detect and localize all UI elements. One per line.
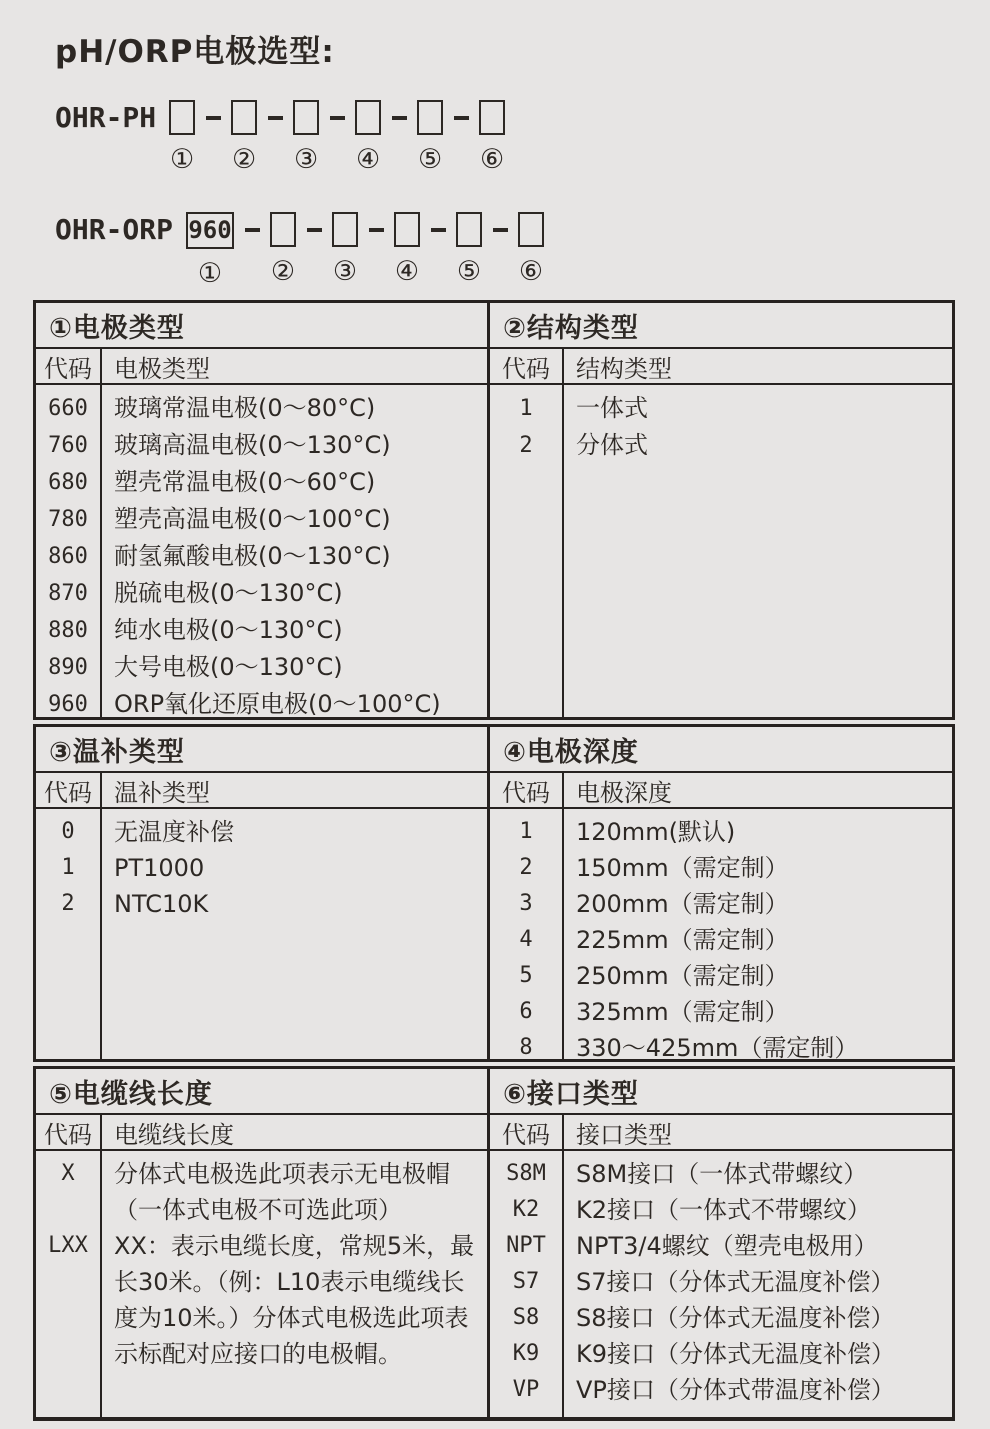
value-cell: VP接口（分体式带温度补偿） (576, 1376, 895, 1404)
circled-number: ③ (294, 144, 319, 175)
value-column-header: 电缆线长度 (114, 1120, 234, 1149)
column-divider (562, 349, 564, 717)
circled-number: ② (270, 256, 296, 287)
table-band-1 (33, 300, 955, 720)
code-box (355, 100, 381, 135)
code-box (270, 212, 296, 247)
column-divider (100, 773, 102, 1059)
code-cell: 680 (48, 470, 88, 495)
value-cell: 大号电极(0～130°C) (114, 653, 343, 681)
table-row (490, 390, 952, 427)
value-cell: 330～425mm（需定制） (576, 1034, 859, 1062)
dash-separator-icon (320, 116, 354, 120)
circled-number: ① (197, 258, 223, 289)
dash-separator-icon (297, 228, 331, 232)
code-cell: 870 (48, 581, 88, 606)
section-cable-length (36, 1069, 490, 1417)
model-slot-3 (331, 212, 359, 285)
code-cell: 2 (519, 855, 533, 880)
value-cell: PT1000 (114, 854, 205, 882)
code-column-header: 代码 (44, 1120, 92, 1149)
model-slot-3 (292, 100, 320, 173)
page-title: pH/ORP电极选型: (55, 34, 335, 70)
circled-number: ⑥ (480, 144, 505, 175)
code-column-header: 代码 (44, 778, 92, 807)
section-temp-compensation (36, 727, 490, 1059)
table-band-3 (33, 1066, 955, 1421)
value-cell: 200mm（需定制） (576, 890, 789, 918)
value-cell: 150mm（需定制） (576, 854, 789, 882)
value-column-header: 接口类型 (576, 1120, 672, 1149)
section-header: ②结构类型 (490, 303, 952, 349)
code-box (456, 212, 482, 247)
code-column-header: 代码 (502, 778, 550, 807)
code-box (332, 212, 358, 247)
table-row (490, 1336, 952, 1372)
table-row (490, 1264, 952, 1300)
model-line-ohr-ph (55, 100, 506, 173)
code-cell: 1 (61, 855, 75, 880)
code-cell: 880 (48, 618, 88, 643)
value-cell: ORP氧化还原电极(0～100°C) (114, 690, 441, 718)
circled-number: ① (170, 144, 195, 175)
table-row (490, 1156, 952, 1192)
value-cell: S7接口（分体式无温度补偿） (576, 1268, 895, 1296)
model-slot-6 (517, 212, 545, 285)
code-box (394, 212, 420, 247)
section-header: ⑥接口类型 (490, 1069, 952, 1115)
circled-number: ⑤ (456, 256, 482, 287)
table-row (490, 1228, 952, 1264)
value-cell: 耐氢氟酸电极(0～130°C) (114, 542, 391, 570)
column-headers (36, 349, 487, 385)
dash-separator-icon (359, 228, 393, 232)
code-cell: LXX (48, 1233, 88, 1258)
circled-number: ② (232, 144, 257, 175)
value-column-header: 电极类型 (114, 354, 210, 383)
value-cell: 脱硫电极(0～130°C) (114, 579, 343, 607)
column-headers (36, 773, 487, 809)
section-interface-type (490, 1069, 952, 1417)
table-row (36, 850, 487, 886)
dash-separator-icon (421, 228, 455, 232)
dash-separator-icon (196, 116, 230, 120)
value-column-header: 结构类型 (576, 354, 672, 383)
code-cell: 6 (519, 999, 533, 1024)
model-prefix: OHR-PH (55, 101, 157, 134)
table-row (36, 612, 487, 649)
table-row (490, 886, 952, 922)
value-cell: 纯水电极(0～130°C) (114, 616, 343, 644)
table-row (490, 427, 952, 464)
value-column-header: 温补类型 (114, 778, 210, 807)
code-cell: 5 (519, 963, 533, 988)
dash-separator-icon (258, 116, 292, 120)
value-cell: 120mm(默认) (576, 818, 736, 846)
code-cell: X (61, 1161, 75, 1186)
column-divider (100, 349, 102, 720)
value-cell: K2接口（一体式不带螺纹） (576, 1196, 872, 1224)
column-divider (562, 773, 564, 1062)
value-cell: 玻璃常温电极(0～80°C) (114, 394, 376, 422)
table-row (36, 464, 487, 501)
table-row (490, 994, 952, 1030)
circled-number: ④ (394, 256, 420, 287)
code-cell: 1 (519, 396, 533, 421)
table-row (490, 814, 952, 850)
column-divider (100, 1115, 102, 1417)
model-slot-1 (168, 100, 196, 173)
code-cell: 2 (519, 433, 533, 458)
code-cell: S7 (512, 1269, 540, 1294)
value-cell: K9接口（分体式无温度补偿） (576, 1340, 896, 1368)
code-cell: K2 (512, 1197, 540, 1222)
table-row (36, 814, 487, 850)
code-column-header: 代码 (502, 1120, 550, 1149)
code-cell: 860 (48, 544, 88, 569)
model-slot-2 (230, 100, 258, 173)
column-headers (490, 1115, 952, 1151)
model-line-ohr-orp (55, 212, 545, 287)
table-row (36, 427, 487, 464)
value-cell: S8接口（分体式无温度补偿） (576, 1304, 895, 1332)
section-electrode-type (36, 303, 490, 717)
table-row (36, 501, 487, 538)
value-cell: 无温度补偿 (114, 818, 234, 846)
column-headers (36, 1115, 487, 1151)
circled-number: ③ (332, 256, 358, 287)
column-headers (490, 349, 952, 385)
dash-separator-icon (444, 116, 478, 120)
dash-separator-icon (382, 116, 416, 120)
circled-number: ⑤ (418, 144, 443, 175)
table-row (490, 1372, 952, 1408)
selection-table (33, 300, 955, 1425)
column-divider (562, 1115, 564, 1417)
model-slot-5 (455, 212, 483, 285)
circled-number: ⑥ (518, 256, 544, 287)
table-row (36, 1156, 487, 1228)
model-slot-5 (416, 100, 444, 173)
table-row (490, 1192, 952, 1228)
code-cell: 780 (48, 507, 88, 532)
value-cell: 塑壳高温电极(0～100°C) (114, 505, 391, 533)
code-cell: 2 (61, 891, 75, 916)
code-cell: 4 (519, 927, 533, 952)
value-cell: NTC10K (114, 890, 209, 918)
code-cell: 660 (48, 396, 88, 421)
table-row (36, 538, 487, 575)
code-cell: 760 (48, 433, 88, 458)
table-row (490, 1030, 952, 1062)
table-band-2 (33, 724, 955, 1062)
value-cell: 塑壳常温电极(0～60°C) (114, 468, 376, 496)
section-header: ④电极深度 (490, 727, 952, 773)
table-row (490, 850, 952, 886)
table-row (36, 886, 487, 922)
section-header: ⑤电缆线长度 (36, 1069, 487, 1115)
code-box (479, 100, 505, 135)
value-cell: XX：表示电缆长度，常规5米，最长30米。（例：L10表示电缆线长度为10米。）分体式电极选此项表示标配对应接口的电极帽。 (114, 1232, 475, 1368)
table-row (490, 922, 952, 958)
code-box (518, 212, 544, 247)
section-structure-type (490, 303, 952, 717)
circled-number: ④ (356, 144, 381, 175)
dash-separator-icon (483, 228, 517, 232)
value-cell: 250mm（需定制） (576, 962, 789, 990)
table-row (36, 390, 487, 427)
code-cell: 1 (519, 819, 533, 844)
code-box (293, 100, 319, 135)
table-row (36, 575, 487, 612)
value-cell: 分体式 (576, 431, 648, 459)
value-cell: S8M接口（一体式带螺纹） (576, 1160, 868, 1188)
table-row (36, 686, 487, 720)
value-cell: NPT3/4螺纹（塑壳电极用） (576, 1232, 878, 1260)
code-box (231, 100, 257, 135)
table-row (490, 1300, 952, 1336)
section-electrode-depth (490, 727, 952, 1062)
dash-separator-icon (235, 228, 269, 232)
value-cell: 分体式电极选此项表示无电极帽（一体式电极不可选此项） (114, 1160, 450, 1224)
code-box-value: 960 (188, 216, 232, 244)
table-row (36, 1228, 487, 1372)
code-box (417, 100, 443, 135)
value-column-header: 电极深度 (576, 778, 672, 807)
model-slot-6 (478, 100, 506, 173)
code-box (169, 100, 195, 135)
code-column-header: 代码 (502, 354, 550, 383)
model-slot-4 (393, 212, 421, 285)
code-cell: 3 (519, 891, 533, 916)
value-cell: 325mm（需定制） (576, 998, 789, 1026)
model-slot-2 (269, 212, 297, 285)
code-cell: K9 (512, 1341, 540, 1366)
code-cell: 890 (48, 655, 88, 680)
section-header: ③温补类型 (36, 727, 487, 773)
column-headers (490, 773, 952, 809)
value-cell: 225mm（需定制） (576, 926, 789, 954)
model-slot-1 (185, 212, 235, 287)
model-slot-4 (354, 100, 382, 173)
code-column-header: 代码 (44, 354, 92, 383)
code-cell: 960 (48, 692, 88, 717)
code-cell: VP (512, 1377, 540, 1402)
code-cell: NPT (506, 1233, 546, 1258)
table-row (36, 649, 487, 686)
code-cell: 8 (519, 1035, 533, 1060)
model-prefix: OHR-ORP (55, 213, 174, 246)
table-row (490, 958, 952, 994)
code-cell: S8 (512, 1305, 540, 1330)
code-box-960 (186, 212, 234, 249)
section-header: ①电极类型 (36, 303, 487, 349)
value-cell: 玻璃高温电极(0～130°C) (114, 431, 391, 459)
code-cell: S8M (506, 1161, 546, 1186)
code-cell: 0 (61, 819, 75, 844)
value-cell: 一体式 (576, 394, 648, 422)
